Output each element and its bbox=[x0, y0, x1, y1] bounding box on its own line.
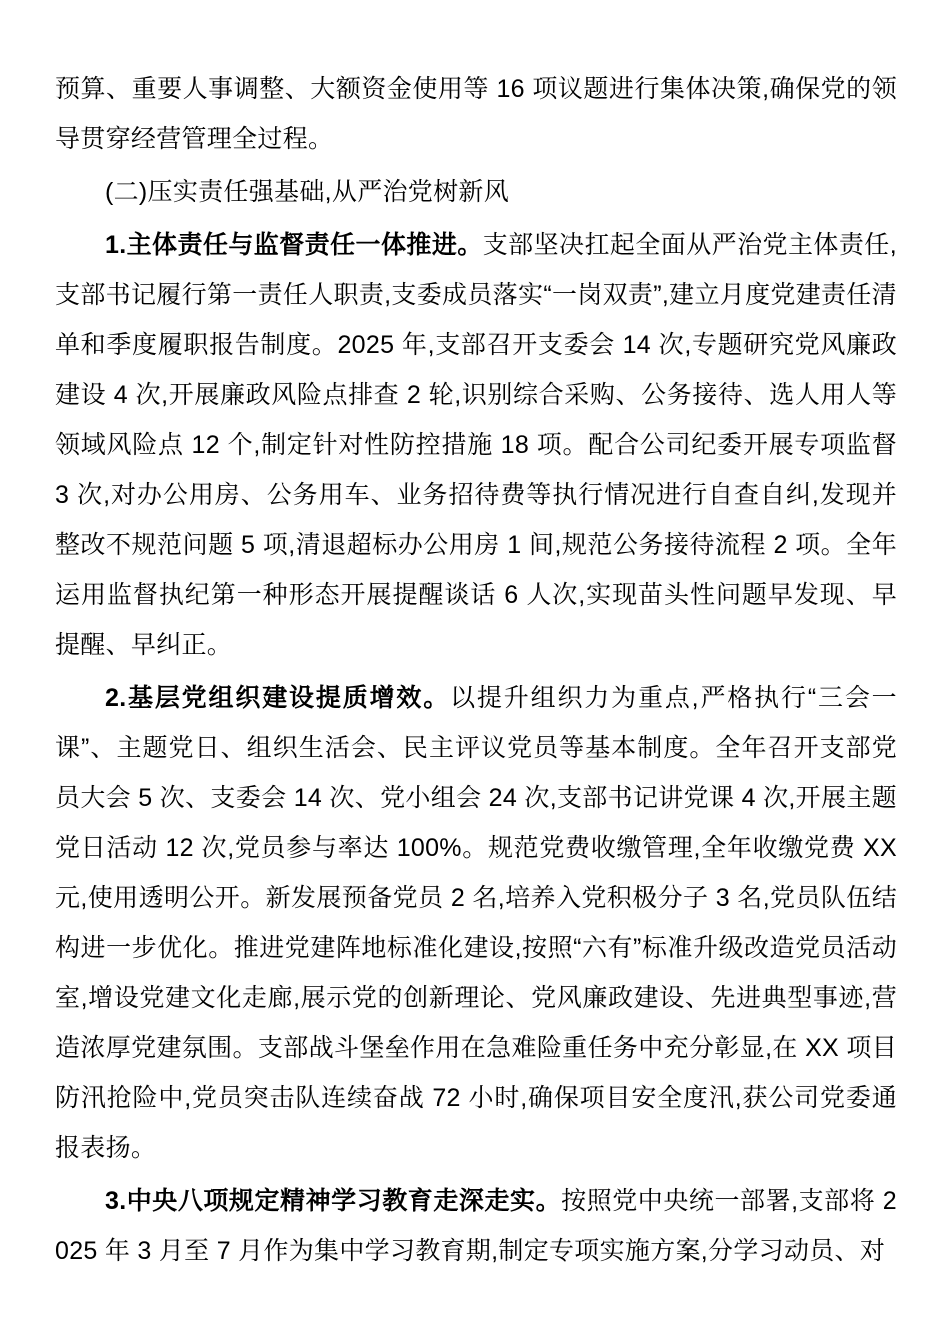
paragraph-text: 以提升组织力为重点,严格执行“三会一课”、主题党日、组织生活会、民主评议党员等基本制度。全年召开支部党员大会 5 次、支委会 14 次、党小组会 24 次,支部书记讲党课 4 次,开展主题党日活动 12 次,党员参与率达 100%。规范党费收缴管理,全年收缴党费 XX 元,使用透明公开。新发展预备党员 2 名,培养入党积极分子 3 名,党员队伍结构进一步优化。推进党建阵地标准化建设,按照“六有”标准升级改造党员活动室,增设党建文化走廊,展示党的创新理论、党风廉政建设、先进典型事迹,营造浓厚党建氛围。支部战斗堡垒作用在急难险重任务中充分彰显,在 XX 项目防汛抢险中,党员突击队连续奋战 72 小时,确保项目安全度汛,获公司党委通报表扬。 bbox=[55, 684, 897, 1162]
paragraph-text: 预算、重要人事调整、大额资金使用等 16 项议题进行集体决策,确保党的领导贯穿经营管理全过程。 bbox=[55, 75, 897, 153]
paragraph-item-3 bbox=[55, 1176, 897, 1276]
item-1-heading: 1.主体责任与监督责任一体推进。 bbox=[105, 231, 483, 259]
paragraph-text: 按照党中央统一部署,支部将 2025 年 3 月至 7 月作为集中学习教育期,制定专项实施方案,分学习动员、对 bbox=[55, 1187, 897, 1265]
item-2-heading: 2.基层党组织建设提质增效。 bbox=[105, 684, 451, 712]
paragraph-item-1 bbox=[55, 220, 897, 670]
item-3-heading: 3.中央八项规定精神学习教育走深走实。 bbox=[105, 1187, 562, 1215]
paragraph-text: 支部坚决扛起全面从严治党主体责任,支部书记履行第一责任人职责,支委成员落实“一岗双责”,建立月度党建责任清单和季度履职报告制度。2025 年,支部召开支委会 14 次,专题研究党风廉政建设 4 次,开展廉政风险点排查 2 轮,识别综合采购、公务接待、选人用人等领域风险点 12 个,制定针对性防控措施 18 项。配合公司纪委开展专项监督 3 次,对办公用房、公务用车、业务招待费等执行情况进行自查自纠,发现并整改不规范问题 5 项,清退超标办公用房 1 间,规范公务接待流程 2 项。全年运用监督执纪第一种形态开展提醒谈话 6 人次,实现苗头性问题早发现、早提醒、早纠正。 bbox=[55, 231, 897, 659]
paragraph-item-2 bbox=[55, 673, 897, 1173]
section-heading-text: (二)压实责任强基础,从严治党树新风 bbox=[105, 178, 509, 206]
paragraph-continuation bbox=[55, 64, 897, 164]
section-heading bbox=[55, 167, 897, 217]
